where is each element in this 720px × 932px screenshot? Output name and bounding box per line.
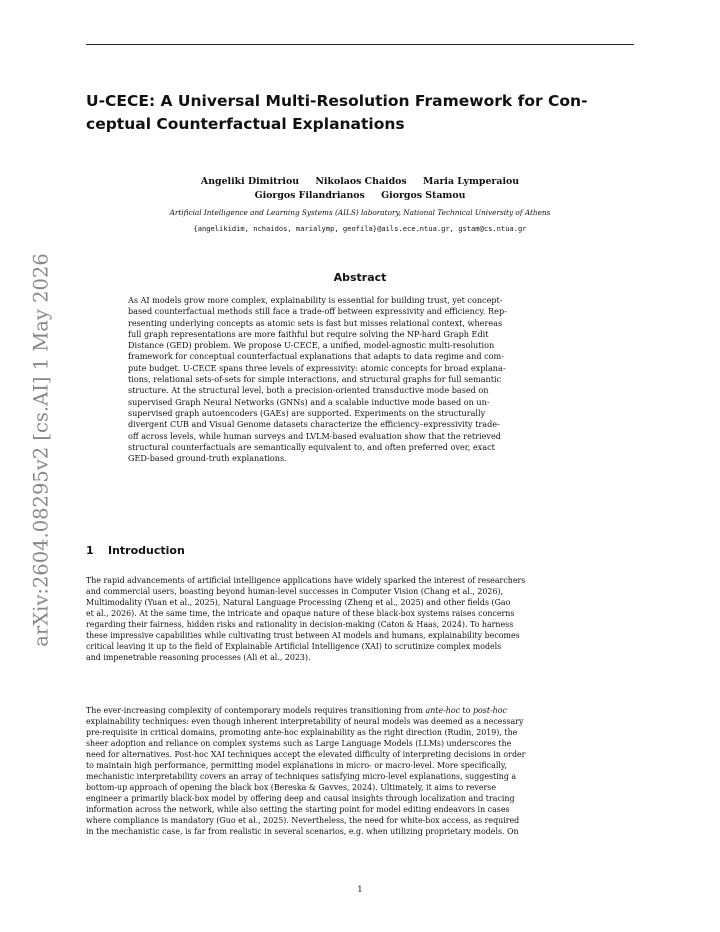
text-line: full graph representations are more faithful but require solving the NP-hard Graph Edit [128, 328, 489, 339]
text-line: supervised Graph Neural Networks (GNNs) and a scalable inductive mode based on un- [128, 396, 490, 407]
text-line: information across the network, while also setting the starting point for model editing endeavors in cases [86, 805, 510, 814]
text-line: divergent CUB and Visual Genome datasets characterize the efficiency–expressivity trade- [128, 419, 500, 430]
text-line: off across levels, while human surveys and LVLM-based evaluation show that the retrieved [128, 430, 501, 441]
text-line: these impressive capabilities while cultivating trust between AI models and humans, explainability becomes [86, 631, 520, 640]
text-line: where compliance is mandatory (Guo et al., 2025). Nevertheless, the need for white-box access, as required [86, 816, 520, 825]
author-emails[interactable]: {angelikidim, nchaidos, marialymp, geofila}@ails.ece.ntua.gr, gstam@cs.ntua.gr [193, 224, 527, 233]
text-line: Multimodality (Yuan et al., 2025), Natural Language Processing (Zheng et al., 2025) and other fields (Gao [86, 598, 511, 607]
text-line: The ever-increasing complexity of contemporary models requires transitioning from ante-hoc to post-hoc [86, 706, 507, 715]
text-line: need for alternatives. Post-hoc XAI techniques accept the elevated difficulty of interpreting decisions in order [86, 750, 526, 759]
text-line: mechanistic interpretability covers an array of techniques satisfying micro-level explanations, suggesting a [86, 772, 517, 781]
text-line: Distance (GED) problem. We propose U-CECE, a unified, model-agnostic multi-resolution [128, 340, 495, 351]
text-line: resenting underlying concepts as atomic sets is fast but misses relational context, whereas [128, 317, 503, 328]
text-line: bottom-up approach of opening the black box (Bereska & Gavves, 2024). Ultimately, it aims to reverse [86, 783, 497, 792]
text-line: structure. At the structural level, both a precision-oriented transductive mode based on [128, 385, 489, 396]
text-line: The rapid advancements of artificial intelligence applications have widely sparked the interest of researchers [86, 576, 526, 585]
arxiv-identifier[interactable]: arXiv:2604.08295v2 [cs.AI] 1 May 2026 [29, 253, 53, 647]
text-line: engineer a primarily black-box model by offering deep and causal insights through localization and tracing [86, 794, 515, 803]
title-line: ceptual Counterfactual Explanations [86, 115, 405, 133]
title-line: U-CECE: A Universal Multi-Resolution Framework for Con- [86, 92, 588, 110]
author-list [86, 175, 634, 202]
text-line: explainability techniques: even though inherent interpretability of neural models was deemed as a necessary [86, 717, 524, 726]
paragraph [86, 575, 634, 663]
text-line: As AI models grow more complex, explainability is essential for building trust, yet concept- [128, 295, 503, 305]
text-line: based counterfactual methods still face a trade-off between expressivity and efficiency. Rep- [128, 306, 507, 317]
section-title: Introduction [108, 544, 185, 557]
text-line: supervised graph autoencoders (GAEs) are supported. Experiments on the structurally [128, 407, 486, 418]
authors-line: Giorgos Filandrianos Giorgos Stamou [254, 189, 466, 201]
header-rule [86, 44, 634, 45]
text-line: pute budget. U-CECE spans three levels of expressivity: atomic concepts for broad explana- [128, 362, 506, 373]
section-number: 1 [86, 544, 94, 557]
text-line: critical leaving it up to the field of Explainable Artificial Intelligence (XAI) to scrutinize complex models [86, 642, 502, 651]
text-line: et al., 2026). At the same time, the intricate and opaque nature of these black-box systems raises concerns [86, 609, 515, 618]
text-line: in the mechanistic case, is far from realistic in several scenarios, e.g. when utilizing proprietary models. On [86, 827, 519, 836]
section-heading [86, 544, 185, 557]
text-line: structural counterfactuals are semantically equivalent to, and often preferred over, exact [128, 441, 495, 452]
authors-line: Angeliki Dimitriou Nikolaos Chaidos Maria Lymperaiou [200, 176, 520, 187]
abstract-heading: Abstract [333, 271, 387, 284]
text-line: pre-requisite in critical domains, promoting ante-hoc explainability as the right direction (Rudin, 2019), the [86, 728, 518, 737]
text-line: and commercial users, boasting beyond human-level successes in Computer Vision (Chang et al., 2026), [86, 587, 504, 596]
text-line: GED-based ground-truth explanations. [128, 453, 287, 464]
text-line: framework for conceptual counterfactual explanations that adapts to data regime and com- [128, 351, 504, 362]
page-number: 1 [357, 885, 363, 895]
affiliation: Artificial Intelligence and Learning Systems (AILS) laboratory, National Technical University of Athens [169, 208, 551, 217]
text-line: to maintain high performance, permitting model explanations in micro- or macro-level. More specifically, [86, 761, 507, 770]
paragraph [86, 705, 634, 837]
text-line: regarding their fairness, hidden risks and rationality in decision-making (Caton & Haas, 2024). To harness [86, 620, 514, 629]
paper-title [86, 90, 642, 136]
text-line: tions, relational sets-of-sets for simple interactions, and structural graphs for full semantic [128, 374, 502, 385]
abstract-body [128, 295, 594, 464]
text-line: and impenetrable reasoning processes (Ali et al., 2023). [86, 653, 311, 662]
text-line: sheer adoption and reliance on complex systems such as Large Language Models (LLMs) underscores the [86, 739, 512, 748]
